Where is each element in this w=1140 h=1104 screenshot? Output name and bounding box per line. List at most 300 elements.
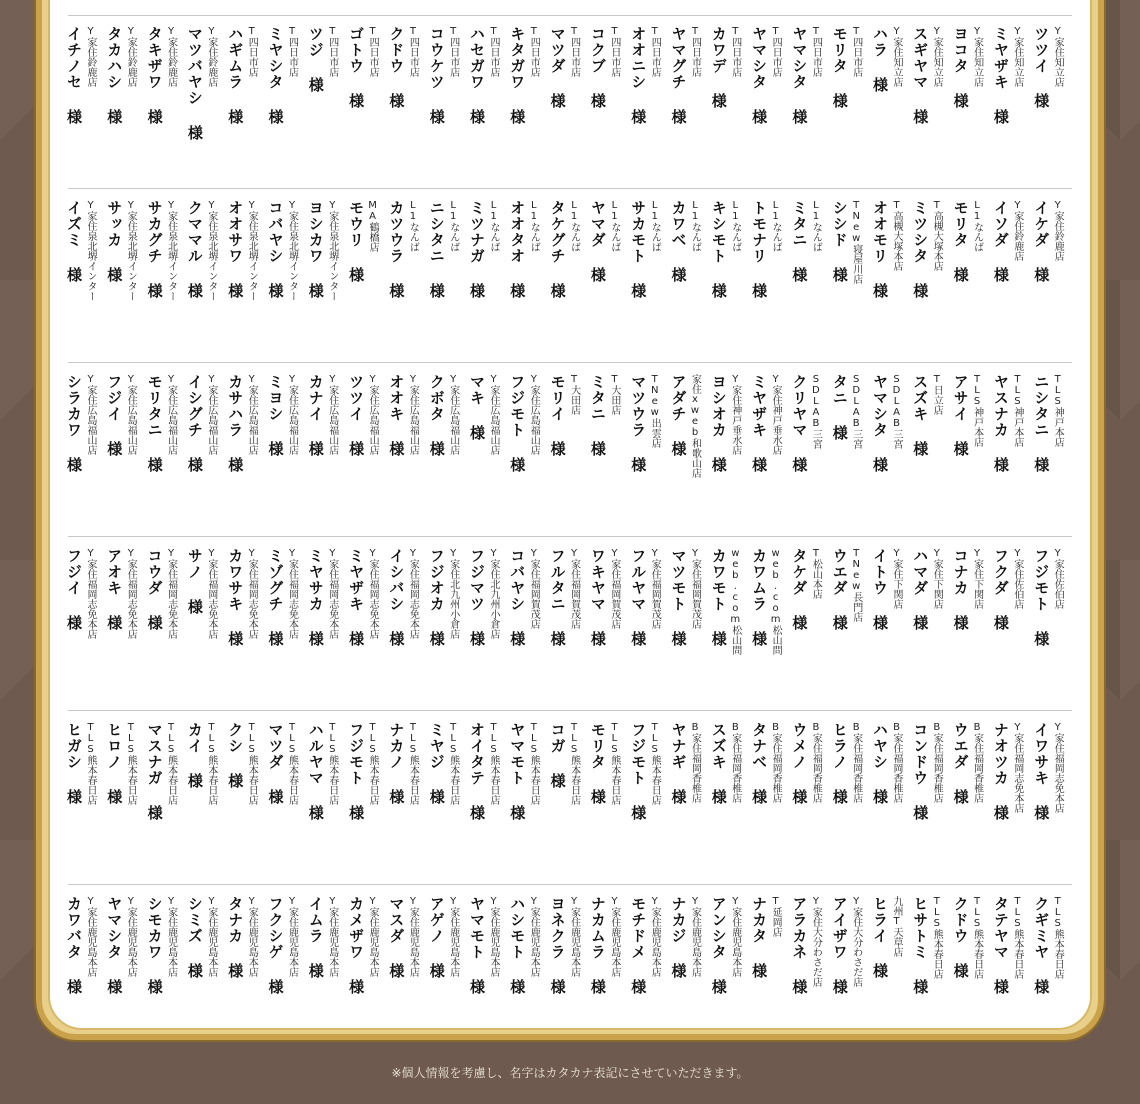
row-separator [68, 884, 1072, 885]
name-entry [504, 896, 544, 995]
name-entry [181, 200, 221, 301]
store-label: Y家住鹿児島本店 [407, 896, 419, 977]
store-label: Y家住神戸垂水店 [729, 374, 741, 455]
customer-name: ミヤザキ 様 [991, 26, 1010, 125]
store-label: B家住福岡香椎店 [729, 722, 741, 803]
name-entry [61, 548, 101, 639]
store-label: Y家住知立店 [931, 26, 943, 87]
store-label: TLS神戸本店 [1011, 374, 1023, 447]
name-entry [665, 548, 705, 647]
customer-name: ゴトウ 様 [347, 26, 366, 109]
store-label: Y家住鈴鹿店 [125, 26, 137, 87]
name-entry [665, 896, 705, 979]
name-entry [544, 896, 584, 995]
customer-name: クドウ 様 [951, 896, 970, 979]
customer-name: カワバタ 様 [65, 896, 83, 995]
customer-name: タナベ 様 [750, 722, 769, 805]
name-entry [826, 26, 866, 109]
store-label: T松山本店 [810, 548, 822, 599]
customer-name: イシグチ 様 [185, 374, 204, 473]
store-label: Y家住鹿児島本店 [488, 896, 499, 977]
store-label: TLS熊本春日店 [971, 896, 983, 979]
customer-name: ニシタニ 様 [427, 200, 446, 299]
store-label: Y家住福岡志免本店 [286, 548, 298, 639]
name-entry [867, 200, 907, 299]
store-label: Y家住福岡賀茂店 [528, 548, 540, 629]
store-label: Y家住鹿児島本店 [367, 896, 379, 977]
store-label: Y家住鹿児島本店 [205, 896, 217, 977]
name-entry [746, 26, 786, 125]
customer-name: モリタニ 様 [145, 374, 164, 473]
store-label: L1なんば [568, 200, 580, 252]
customer-name: ミタニ 様 [588, 374, 607, 457]
name-entry [222, 200, 262, 301]
store-label: TNew長門店 [850, 548, 862, 622]
name-entry [867, 896, 907, 979]
store-label: Y家住鈴鹿店 [1011, 200, 1023, 261]
customer-name: コバヤシ 様 [508, 548, 527, 647]
store-label: Y家住鹿児島本店 [286, 896, 298, 977]
customer-name: ヤマシタ 様 [790, 26, 809, 125]
name-entry [584, 200, 624, 283]
name-entry [705, 26, 745, 109]
customer-name: イズミ 様 [65, 200, 83, 283]
name-entry [987, 896, 1027, 995]
customer-name: モリタ 様 [588, 722, 607, 805]
name-entry [584, 722, 624, 805]
name-entry [383, 374, 423, 457]
store-label: Y家住佐伯店 [1011, 548, 1023, 609]
name-entry [222, 374, 262, 473]
name-entry [947, 896, 987, 979]
name-entry [181, 374, 221, 473]
store-label: Y家住大分わさだ店 [850, 896, 862, 987]
name-entry [262, 896, 302, 995]
name-entry [61, 200, 101, 301]
name-entry [544, 200, 584, 299]
customer-name: モリタ 様 [951, 200, 970, 283]
name-entry [262, 374, 302, 457]
store-label: T四日市店 [770, 26, 782, 77]
customer-name: ハルヤマ 様 [306, 722, 325, 821]
name-entry [987, 374, 1027, 473]
customer-name: マスダ 様 [387, 896, 406, 979]
customer-name: ミヨシ 様 [266, 374, 285, 457]
customer-name: ヒラノ 様 [830, 722, 849, 805]
name-entry [343, 896, 383, 995]
store-label: B家住福岡香椎店 [689, 722, 701, 803]
name-entry [504, 26, 544, 125]
name-entry [423, 548, 463, 647]
name-entry [786, 26, 826, 125]
store-label: TLS熊本春日店 [649, 722, 661, 805]
privacy-note: ※個人情報を考慮し、名字はカタカナ表記にさせていただきます。 [391, 1066, 749, 1080]
name-entry [504, 548, 544, 647]
name-entry [786, 548, 826, 631]
store-label: Y家住北九州小倉店 [488, 548, 499, 639]
store-label: L1なんば [528, 200, 540, 252]
customer-name: マツモト 様 [669, 548, 688, 647]
store-label: L1なんば [608, 200, 620, 252]
name-entry [302, 722, 342, 821]
name-entry [464, 200, 504, 299]
store-label: SDLAB三宮 [891, 374, 902, 449]
customer-name: カワムラ 様 [750, 548, 769, 647]
customer-name: アダチ 様 [669, 374, 688, 457]
customer-name: クギミヤ 様 [1032, 896, 1051, 995]
name-entry [786, 374, 826, 473]
customer-name: オオサワ 様 [226, 200, 245, 299]
customer-name: サカモト 様 [629, 200, 648, 299]
store-label: L1なんば [729, 200, 741, 252]
name-entry [544, 26, 584, 109]
customer-name: ナカムラ 様 [588, 896, 607, 995]
customer-name: イトウ 様 [871, 548, 889, 631]
store-label: TNew寝屋川店 [850, 200, 862, 284]
customer-name: フジモト 様 [347, 722, 366, 821]
customer-name: ヤマモト 様 [468, 896, 486, 995]
store-label: Y家住広島福山店 [205, 374, 217, 455]
store-label: TNew出雲店 [649, 374, 661, 448]
customer-name: ミゾグチ 様 [266, 548, 285, 647]
name-entry [746, 374, 786, 473]
store-label: TLS熊本春日店 [608, 722, 620, 805]
name-entry [867, 548, 907, 631]
name-entry [947, 26, 987, 109]
store-label: T四日市店 [689, 26, 701, 77]
store-label: Y家住北九州小倉店 [447, 548, 459, 639]
customer-name: マツバヤシ 様 [185, 26, 204, 141]
name-entry [383, 722, 423, 805]
customer-name: タケダ 様 [790, 548, 809, 631]
customer-name: キシモト 様 [709, 200, 728, 299]
name-entry [383, 896, 423, 979]
store-label: Y家住広島福山店 [367, 374, 379, 455]
name-entry [947, 200, 987, 283]
store-label: T大田店 [608, 374, 620, 415]
store-label: Y家住泉北堺インター [85, 200, 96, 301]
name-entry [826, 896, 866, 995]
name-entry [705, 548, 745, 655]
store-label: TLS熊本春日店 [568, 722, 580, 805]
customer-name: シミズ 様 [185, 896, 204, 979]
customer-name: ミヤシタ 様 [266, 26, 285, 125]
name-entry [947, 548, 987, 631]
name-entry [705, 200, 745, 299]
store-label: Y家住泉北堺インター [205, 200, 217, 301]
store-label: B家住福岡香椎店 [770, 722, 782, 803]
name-entry [1028, 200, 1068, 283]
customer-name: タカハシ 様 [105, 26, 124, 125]
name-entry [423, 896, 463, 979]
customer-name: ミヤサカ 様 [306, 548, 325, 647]
store-label: T大田店 [568, 374, 580, 415]
store-label: 家住xweb和歌山店 [689, 374, 701, 478]
customer-name: カワデ 様 [709, 26, 728, 109]
name-entry [141, 548, 181, 639]
store-label: L1なんば [488, 200, 499, 252]
store-label: SDLAB三宮 [850, 374, 862, 449]
name-entry [987, 26, 1027, 125]
name-entry [464, 26, 504, 125]
store-label: TLS熊本春日店 [447, 722, 459, 805]
name-entry [584, 896, 624, 995]
store-label: Y家住鹿児島本店 [447, 896, 459, 977]
customer-name: オオキ 様 [387, 374, 406, 457]
store-label: Y家住知立店 [1052, 26, 1064, 87]
store-label: T四日市店 [649, 26, 661, 77]
customer-name: サカグチ 様 [145, 200, 164, 299]
name-entry [302, 200, 342, 301]
name-entry [987, 722, 1027, 821]
customer-name: ヒサトミ 様 [911, 896, 930, 995]
customer-name: ヤナギ 様 [669, 722, 688, 805]
customer-name: ツジ 様 [306, 26, 325, 93]
customer-name: カイ 様 [185, 722, 204, 789]
name-entry [222, 548, 262, 647]
store-label: Y家住鹿児島本店 [649, 896, 661, 977]
customer-name: カメザワ 様 [347, 896, 366, 995]
name-entry [625, 896, 665, 995]
store-label: TLS熊本春日店 [246, 722, 258, 805]
store-label: B家住福岡香椎店 [810, 722, 822, 803]
store-label: 九州T天草店 [891, 896, 902, 957]
store-label: TLS熊本春日店 [931, 896, 943, 979]
customer-name: カツウラ 様 [387, 200, 406, 299]
store-label: Y家住福岡賀茂店 [608, 548, 620, 629]
store-label: Y家住広島福山店 [447, 374, 459, 455]
name-entry [141, 200, 181, 301]
customer-name: ハシモト 様 [508, 896, 527, 995]
customer-name: スギヤマ 様 [911, 26, 930, 125]
store-label: Y家住広島福山店 [407, 374, 419, 455]
store-label: Y家住鹿児島本店 [326, 896, 338, 977]
customer-name: モウリ 様 [347, 200, 366, 283]
customer-name: マツウラ 様 [629, 374, 648, 473]
customer-name: カサハラ 様 [226, 374, 245, 473]
name-entry [262, 722, 302, 805]
customer-name: ミツナガ 様 [468, 200, 486, 299]
store-label: Y家住鈴鹿店 [205, 26, 217, 87]
customer-name: ヤマグチ 様 [669, 26, 688, 125]
name-entry [786, 896, 826, 995]
customer-name: カワモト 様 [709, 548, 728, 647]
store-label: Y家住福岡志免本店 [367, 548, 379, 639]
customer-name: ウメノ 様 [790, 722, 809, 805]
customer-name: イケダ 様 [1032, 200, 1051, 283]
name-entry [544, 722, 584, 805]
store-label: Y家住福岡志免本店 [205, 548, 217, 639]
customer-name: クリヤマ 様 [790, 374, 809, 473]
store-label: TLS熊本春日店 [1052, 896, 1064, 979]
customer-name: ワキヤマ 様 [588, 548, 607, 647]
store-label: Y家住泉北堺インター [165, 200, 177, 301]
name-entry [181, 548, 221, 639]
customer-name: クシ 様 [226, 722, 245, 789]
customer-name: フジマツ 様 [468, 548, 486, 647]
name-entry [464, 548, 504, 647]
store-label: Y家住鹿児島本店 [125, 896, 137, 977]
customer-name: コガ 様 [548, 722, 567, 789]
name-entry [746, 548, 786, 655]
customer-name: ヤマシタ 様 [105, 896, 124, 995]
store-label: Y家住知立店 [971, 26, 983, 87]
store-label: T四日市店 [326, 26, 338, 77]
store-label: TLS熊本春日店 [528, 722, 540, 805]
name-entry [423, 374, 463, 457]
store-label: Y家住福岡賀茂店 [568, 548, 580, 629]
customer-name: フクシゲ 様 [266, 896, 285, 995]
store-label: T延岡店 [770, 896, 782, 937]
store-label: Y家住鹿児島本店 [689, 896, 701, 977]
store-label: T日立店 [931, 374, 943, 415]
name-entry [101, 548, 141, 639]
customer-name: ハヤシ 様 [871, 722, 889, 805]
name-entry [786, 722, 826, 805]
customer-name: ヒロノ 様 [105, 722, 124, 805]
store-label: Y家住福岡志免本店 [85, 548, 96, 639]
store-label: T四日市店 [608, 26, 620, 77]
name-entry [907, 374, 947, 457]
store-label: L1なんば [649, 200, 661, 252]
customer-name: ヤマシタ 様 [750, 26, 769, 125]
name-entry [826, 722, 866, 805]
store-label: TLS熊本春日店 [85, 722, 96, 805]
store-label: Y家住鈴鹿店 [1052, 200, 1064, 261]
name-entry [705, 722, 745, 805]
store-label: Y家住広島福山店 [246, 374, 258, 455]
name-entry [423, 26, 463, 125]
name-entry [222, 26, 262, 125]
customer-name: イチノセ 様 [65, 26, 83, 125]
customer-name: マツダ 様 [548, 26, 567, 109]
name-entry [504, 374, 544, 473]
name-entry [987, 548, 1027, 631]
store-label: Y家住広島福山店 [488, 374, 499, 455]
customer-name: ニシタニ 様 [1032, 374, 1051, 473]
customer-name: タテヤマ 様 [991, 896, 1010, 995]
customer-name: コクブ 様 [588, 26, 607, 109]
customer-name: フジイ 様 [65, 548, 83, 631]
store-label: T四日市店 [729, 26, 741, 77]
name-entry [705, 374, 745, 473]
store-label: TLS熊本春日店 [286, 722, 298, 805]
name-entry [61, 722, 101, 805]
name-entry [61, 896, 101, 995]
name-entry [665, 26, 705, 125]
customer-name: オイタテ 様 [468, 722, 486, 821]
customer-name: アオキ 様 [105, 548, 124, 631]
customer-name: ヨネクラ 様 [548, 896, 567, 995]
customer-name: ヨコタ 様 [951, 26, 970, 109]
customer-name: モリイ 様 [548, 374, 567, 457]
customer-name: フジモト 様 [629, 722, 648, 821]
name-entry [222, 722, 262, 805]
customer-name: イムラ 様 [306, 896, 325, 979]
name-entry [504, 722, 544, 821]
store-label: Y家住広島福山店 [165, 374, 177, 455]
store-label: L1なんば [971, 200, 983, 252]
store-label: L1なんば [810, 200, 822, 252]
store-label: TLS熊本春日店 [205, 722, 217, 805]
customer-name: ナカノ 様 [387, 722, 406, 805]
store-label: Y家住鈴鹿店 [165, 26, 177, 87]
customer-name: フジイ 様 [105, 374, 124, 457]
store-label: T四日市店 [850, 26, 862, 77]
customer-name: コウダ 様 [145, 548, 164, 631]
customer-name: フクダ 様 [991, 548, 1010, 631]
row-separator [68, 188, 1072, 189]
row-separator [68, 362, 1072, 363]
customer-name: マスナガ 様 [145, 722, 164, 821]
store-label: Y家住泉北堺インター [246, 200, 258, 301]
name-entry [987, 200, 1027, 283]
customer-name: オオモリ 様 [871, 200, 889, 299]
customer-name: ウエダ 様 [830, 548, 849, 631]
name-entry [222, 896, 262, 979]
store-label: Y家住福岡志免本店 [165, 548, 177, 639]
name-entry [383, 26, 423, 109]
row-separator [68, 536, 1072, 537]
name-entry [584, 374, 624, 457]
name-entry [584, 26, 624, 109]
name-entry [464, 722, 504, 821]
customer-name: シシド 様 [830, 200, 849, 283]
store-label: T四日市店 [568, 26, 580, 77]
name-entry [826, 200, 866, 284]
name-entry [867, 26, 907, 93]
customer-name: シラカワ 様 [65, 374, 83, 473]
name-entry [262, 26, 302, 125]
name-entry [343, 374, 383, 457]
store-label: TLS熊本春日店 [125, 722, 137, 805]
store-label: Y家住福岡志免本店 [1052, 722, 1064, 813]
customer-name: スズキ 様 [911, 374, 930, 457]
name-entry [262, 548, 302, 647]
name-entry [746, 896, 786, 979]
name-entry [181, 26, 221, 141]
customer-name: カワベ 様 [669, 200, 688, 283]
name-entry [504, 200, 544, 299]
name-entry [101, 374, 141, 457]
name-entry [181, 896, 221, 979]
customer-name: ヨシオカ 様 [709, 374, 728, 473]
customer-name: コウケツ 様 [427, 26, 446, 125]
names-panel [48, 0, 1092, 1030]
store-label: T四日市店 [488, 26, 499, 77]
name-entry [907, 548, 947, 631]
name-entry [262, 200, 302, 301]
customer-name: モリタ 様 [830, 26, 849, 109]
store-label: SDLAB三宮 [810, 374, 822, 449]
customer-name: アゲノ 様 [427, 896, 446, 979]
customer-name: クボタ 様 [427, 374, 446, 457]
name-entry [1028, 374, 1068, 473]
name-entry [343, 548, 383, 647]
customer-name: タナカ 様 [226, 896, 245, 979]
name-entry [584, 548, 624, 647]
customer-name: コナカ 様 [951, 548, 970, 631]
store-label: L1なんば [689, 200, 701, 252]
name-entry [141, 722, 181, 821]
customer-name: ナオツカ 様 [991, 722, 1010, 821]
customer-name: カナイ 様 [306, 374, 325, 457]
store-label: B家住福岡香椎店 [891, 722, 902, 803]
customer-name: オオタオ 様 [508, 200, 527, 299]
store-label: Y家住広島福山店 [326, 374, 338, 455]
store-label: Y家住福岡志免本店 [1011, 722, 1023, 813]
name-entry [867, 374, 907, 473]
